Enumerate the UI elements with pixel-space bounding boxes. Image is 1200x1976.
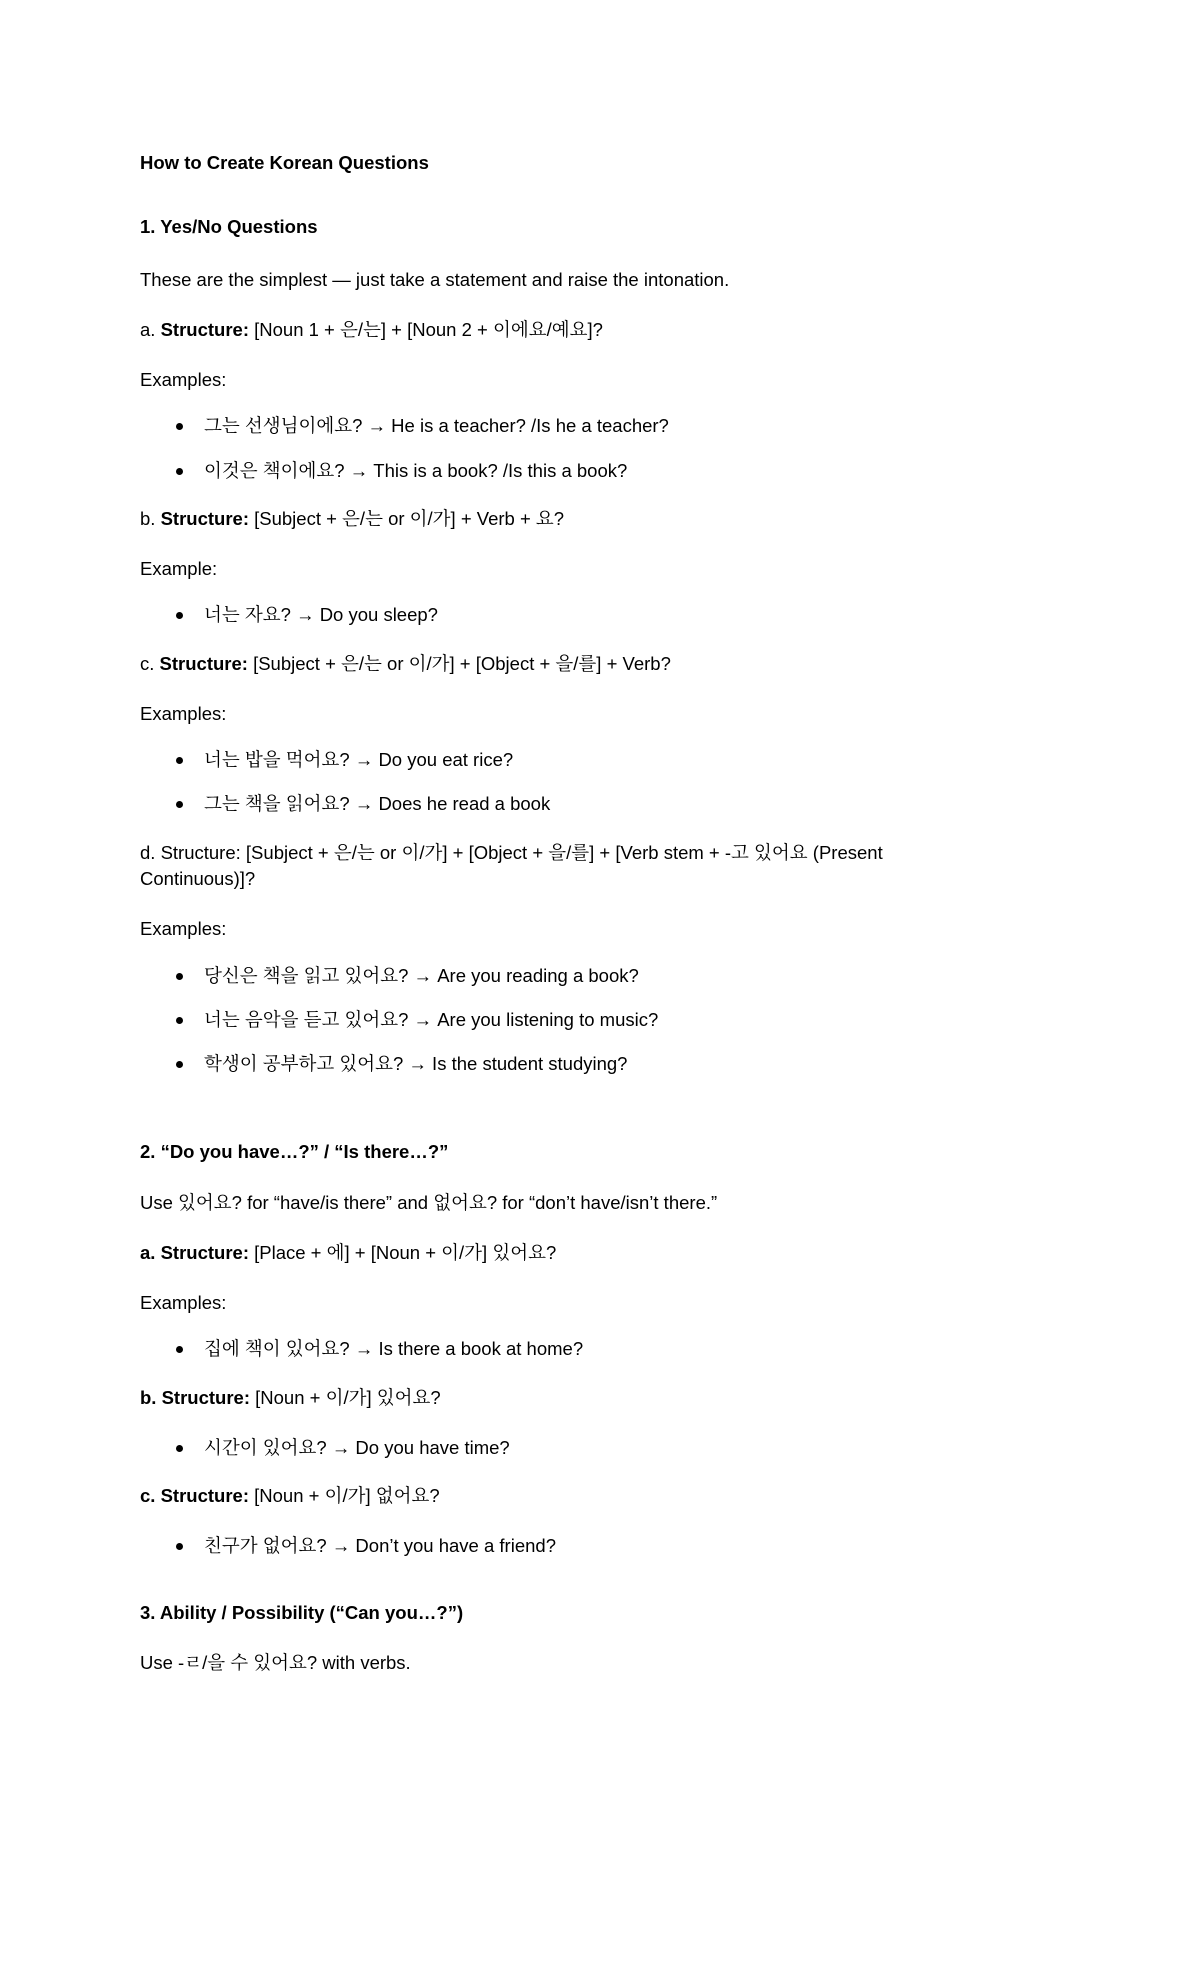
- list-item: 그는 선생님이에요? → He is a teacher? /Is he a teacher?: [170, 413, 1000, 439]
- section-heading-2: 2. “Do you have…?” / “Is there…?”: [140, 1141, 449, 1163]
- example-list-1b: [140, 602, 1000, 628]
- example-list-1d: [140, 963, 1000, 1078]
- examples-label-1a: Examples:: [140, 369, 227, 391]
- examples-label-2a: Examples:: [140, 1292, 227, 1314]
- structure-1d: [140, 840, 1000, 893]
- structure-1b: [140, 506, 1000, 532]
- list-item: 시간이 있어요? → Do you have time?: [170, 1435, 1000, 1461]
- structure-2c: [140, 1483, 1000, 1509]
- example-list-2b: [140, 1435, 1000, 1461]
- structure-1b-bold: Structure:: [160, 507, 249, 529]
- list-item: 너는 밥을 먹어요? → Do you eat rice?: [170, 747, 1000, 773]
- example-list-1c: [140, 747, 1000, 818]
- list-item: 너는 자요? → Do you sleep?: [170, 602, 1000, 628]
- structure-1c-bold: Structure:: [159, 652, 248, 674]
- section-heading-1: 1. Yes/No Questions: [140, 216, 318, 238]
- section-intro-3: Use -ㄹ/을 수 있어요? with verbs.: [140, 1651, 411, 1673]
- structure-1b-label: b.: [140, 507, 161, 529]
- example-list-2c: [140, 1533, 1000, 1559]
- example-list-1a: [140, 413, 1000, 484]
- structure-1b-rest: [Subject + 은/는 or 이/가] + Verb + 요?: [248, 507, 565, 529]
- structure-1c-label: c.: [140, 652, 160, 674]
- structure-2c-bold: Structure:: [160, 1485, 249, 1507]
- list-item: 친구가 없어요? → Don’t you have a friend?: [170, 1533, 1000, 1559]
- structure-2c-label: c.: [140, 1485, 161, 1507]
- list-item: 이것은 책이에요? → This is a book? /Is this a book?: [170, 458, 1000, 484]
- structure-1a-label: a.: [140, 318, 161, 340]
- structure-1c-rest: [Subject + 은/는 or 이/가] + [Object + 을/를] + Verb?: [247, 652, 671, 674]
- structure-1a-rest: [Noun 1 + 은/는] + [Noun 2 + 이에요/예요]?: [248, 318, 603, 340]
- structure-2b-label: b.: [140, 1386, 162, 1408]
- structure-2c-rest: [Noun + 이/가] 없어요?: [248, 1485, 440, 1507]
- examples-label-1b: Example:: [140, 558, 218, 580]
- examples-label-1c: Examples:: [140, 702, 227, 724]
- list-item: 학생이 공부하고 있어요? → Is the student studying?: [170, 1051, 1000, 1077]
- structure-2b-rest: [Noun + 이/가] 있어요?: [250, 1386, 441, 1408]
- structure-2a-bold: Structure:: [160, 1241, 249, 1263]
- structure-1a: [140, 317, 1000, 343]
- list-item: 당신은 책을 읽고 있어요? → Are you reading a book?: [170, 963, 1000, 989]
- examples-label-1d: Examples:: [140, 918, 227, 940]
- structure-1a-bold: Structure:: [160, 318, 249, 340]
- list-item: 집에 책이 있어요? → Is there a book at home?: [170, 1336, 1000, 1362]
- structure-1d-label: d.: [140, 841, 161, 863]
- structure-2b-bold: Structure:: [161, 1386, 250, 1408]
- document-body: [140, 150, 1000, 1676]
- structure-1d-bold: Structure:: [160, 841, 241, 863]
- section-intro-1: These are the simplest — just take a statement and raise the intonation.: [140, 268, 730, 290]
- example-list-2a: [140, 1336, 1000, 1362]
- structure-2a-rest: [Place + 에] + [Noun + 이/가] 있어요?: [248, 1241, 557, 1263]
- structure-2a: [140, 1240, 1000, 1266]
- list-item: 그는 책을 읽어요? → Does he read a book: [170, 791, 1000, 817]
- structure-2a-label: a.: [140, 1241, 161, 1263]
- structure-1d-rest: [Subject + 은/는 or 이/가] + [Object + 을/를] + [Verb stem + -고 있어요 (Present Continuous)]?: [140, 841, 883, 889]
- structure-1c: [140, 651, 1000, 677]
- section-heading-3: 3. Ability / Possibility (“Can you…?”): [140, 1601, 464, 1623]
- structure-2b: [140, 1385, 1000, 1411]
- section-intro-2: Use 있어요? for “have/is there” and 없어요? for “don’t have/isn’t there.”: [140, 1191, 718, 1213]
- page-title: How to Create Korean Questions: [140, 152, 429, 173]
- list-item: 너는 음악을 듣고 있어요? → Are you listening to music?: [170, 1007, 1000, 1033]
